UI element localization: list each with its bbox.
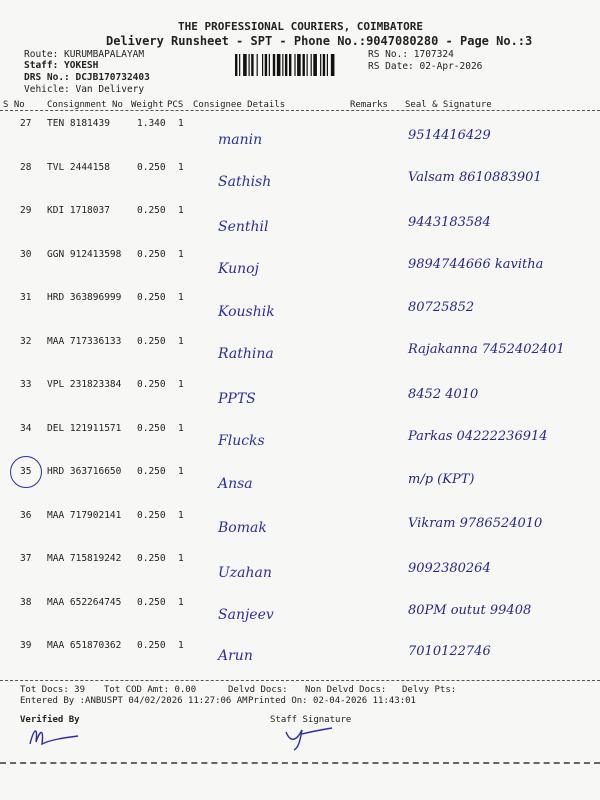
- barcode-bar: [257, 54, 258, 76]
- cell-weight: 0.250: [137, 509, 166, 521]
- consignee-handwriting: Sathish: [218, 173, 272, 190]
- table-row: [0, 112, 600, 156]
- drs-label: DRS No.: DCJB170732403: [24, 72, 150, 83]
- consignee-handwriting: manin: [218, 132, 263, 148]
- barcode-bar: [331, 54, 335, 76]
- seal-signature-handwriting: 9894744666 kavitha: [408, 256, 544, 272]
- staff-signature-label: Staff Signature: [270, 715, 352, 725]
- cell-weight: 0.250: [137, 161, 166, 173]
- col-consignee: Consignee Details: [193, 100, 286, 110]
- cell-consignment: MAA 652264745: [47, 596, 122, 608]
- rs-no-label: RS No.: 1707324: [368, 49, 454, 60]
- barcode-bar: [265, 54, 267, 76]
- barcode-bar: [323, 54, 325, 76]
- barcode-bar: [297, 54, 301, 76]
- rs-date-label: RS Date: 02-Apr-2026: [368, 61, 483, 72]
- table-row: [0, 504, 600, 548]
- barcode-bar: [251, 54, 253, 76]
- barcode-bar: [320, 54, 321, 76]
- consignee-handwriting: Arun: [218, 648, 253, 664]
- seal-signature-handwriting: 9514416429: [408, 128, 491, 143]
- cell-sno: 38: [20, 596, 32, 608]
- barcode-image: [235, 54, 363, 76]
- seal-signature-handwriting: 7010122746: [408, 644, 491, 659]
- table-row: [0, 547, 600, 591]
- cell-sno: 35: [20, 466, 32, 477]
- barcode-bar: [303, 54, 305, 76]
- cell-consignment: KDI 1718037: [47, 205, 110, 216]
- cell-weight: 0.250: [137, 466, 166, 477]
- delvd-docs: Delvd Docs:: [228, 685, 288, 695]
- barcode-bar: [239, 54, 240, 76]
- seal-signature-handwriting: Rajakanna 7452402401: [408, 341, 565, 357]
- tot-docs: Tot Docs: 39: [20, 685, 86, 695]
- cell-consignment: VPL 231823384: [47, 379, 122, 390]
- cell-consignment: MAA 717336133: [47, 335, 122, 347]
- company-name: THE PROFESSIONAL COURIERS, COIMBATORE: [178, 20, 424, 33]
- cell-consignment: MAA 717902141: [47, 509, 122, 521]
- cell-pcs: 1: [178, 292, 184, 303]
- cell-pcs: 1: [178, 205, 184, 216]
- cell-sno: 32: [20, 335, 32, 347]
- cell-consignment: GGN 912413598: [47, 248, 122, 260]
- seal-signature-handwriting: m/p (KPT): [408, 472, 475, 487]
- header-divider: [0, 110, 600, 111]
- staff-label: Staff: YOKESH: [24, 60, 99, 71]
- table-row: [0, 286, 600, 330]
- cell-pcs: 1: [178, 596, 184, 608]
- cell-pcs: 1: [178, 422, 184, 434]
- cell-weight: 0.250: [137, 292, 166, 303]
- seal-signature-handwriting: 8452 4010: [408, 387, 479, 402]
- cell-consignment: TEN 8181439: [47, 118, 110, 129]
- cell-sno: 31: [20, 292, 32, 303]
- runsheet-title: Delivery Runsheet - SPT - Phone No.:9047080280 - Page No.:3: [106, 34, 533, 48]
- consignee-handwriting: Koushik: [218, 304, 275, 320]
- cell-pcs: 1: [178, 161, 184, 173]
- cell-sno: 37: [20, 553, 32, 564]
- barcode-bar: [282, 54, 283, 76]
- consignee-handwriting: PPTS: [218, 391, 256, 407]
- table-row: [0, 330, 600, 374]
- cell-weight: 0.250: [137, 596, 166, 608]
- cell-sno: 33: [20, 379, 32, 390]
- cell-sno: 27: [20, 118, 32, 129]
- tot-cod: Tot COD Amt: 0.00: [104, 685, 197, 695]
- seal-signature-handwriting: 9443183584: [408, 215, 491, 230]
- barcode-bar: [243, 54, 247, 76]
- consignee-handwriting: Sanjeev: [218, 606, 274, 623]
- table-row: [0, 417, 600, 461]
- barcode-bar: [313, 54, 317, 76]
- barcode-bar: [307, 54, 308, 76]
- cell-consignment: DEL 121911571: [47, 422, 122, 434]
- consignee-handwriting: Senthil: [218, 219, 269, 235]
- col-remarks: Remarks: [350, 100, 388, 110]
- cell-pcs: 1: [178, 509, 184, 521]
- seal-signature-handwriting: 9092380264: [408, 561, 491, 576]
- tear-line: [0, 762, 600, 764]
- col-seal: Seal & Signature: [405, 100, 492, 110]
- cell-pcs: 1: [178, 118, 184, 129]
- cell-consignment: HRD 363896999: [47, 292, 122, 303]
- seal-signature-handwriting: 80PM outut 99408: [408, 602, 532, 618]
- cell-pcs: 1: [178, 379, 184, 390]
- cell-pcs: 1: [178, 335, 184, 347]
- seal-signature-handwriting: 80725852: [408, 300, 475, 315]
- vehicle-label: Vehicle: Van Delivery: [24, 84, 145, 95]
- cell-sno: 34: [20, 422, 32, 434]
- barcode-bar: [327, 54, 328, 76]
- verified-by-label: Verified By: [20, 715, 80, 725]
- cell-consignment: MAA 715819242: [47, 553, 122, 564]
- barcode-bar: [249, 54, 250, 76]
- printed-on: Printed On: 02-04-2026 11:43:01: [248, 696, 416, 706]
- consignee-handwriting: Bomak: [218, 519, 267, 536]
- seal-signature-handwriting: Vikram 9786524010: [408, 515, 543, 531]
- barcode-bar: [235, 54, 237, 76]
- table-row: [0, 373, 600, 417]
- cell-consignment: HRD 363716650: [47, 466, 122, 477]
- barcode-bar: [277, 54, 281, 76]
- cell-consignment: MAA 651870362: [47, 640, 122, 651]
- cell-sno: 39: [20, 640, 32, 651]
- table-row: [0, 199, 600, 243]
- consignee-handwriting: Uzahan: [218, 565, 272, 581]
- table-row: [0, 460, 600, 504]
- col-weight: Weight: [131, 100, 164, 110]
- cell-pcs: 1: [178, 553, 184, 564]
- cell-pcs: 1: [178, 248, 184, 260]
- circle-mark: [10, 456, 42, 488]
- consignee-handwriting: Flucks: [218, 432, 265, 449]
- table-row: [0, 591, 600, 635]
- cell-pcs: 1: [178, 466, 184, 477]
- col-sno: S No: [3, 100, 25, 110]
- staff-signature: [280, 722, 340, 752]
- col-consignment: Consignment No: [47, 100, 123, 110]
- cell-weight: 0.250: [137, 553, 166, 564]
- table-row: [0, 156, 600, 200]
- entered-by: Entered By :ANBUSPT 04/02/2026 11:27:06 AM: [20, 696, 248, 706]
- delvy-pts: Delvy Pts:: [402, 685, 457, 695]
- table-row: [0, 634, 600, 678]
- cell-weight: 0.250: [137, 379, 166, 390]
- consignee-handwriting: Kunoj: [218, 260, 259, 277]
- cell-sno: 36: [20, 509, 32, 521]
- route-label: Route: KURUMBAPALAYAM: [24, 49, 145, 60]
- cell-weight: 1.340: [137, 118, 166, 129]
- table-row: [0, 243, 600, 287]
- cell-weight: 0.250: [137, 248, 166, 260]
- barcode-bar: [262, 54, 263, 76]
- barcode-bar: [269, 54, 270, 76]
- non-delvd-docs: Non Delvd Docs:: [305, 685, 387, 695]
- consignee-handwriting: Rathina: [218, 345, 274, 362]
- seal-signature-handwriting: Parkas 04222236914: [408, 428, 548, 444]
- consignee-handwriting: Ansa: [218, 476, 253, 492]
- cell-weight: 0.250: [137, 422, 166, 434]
- cell-weight: 0.250: [137, 205, 166, 216]
- cell-sno: 29: [20, 205, 32, 216]
- cell-sno: 28: [20, 161, 32, 173]
- cell-weight: 0.250: [137, 640, 166, 651]
- barcode-bar: [311, 54, 312, 76]
- barcode-bar: [273, 54, 275, 76]
- cell-sno: 30: [20, 248, 32, 260]
- col-pcs: PCS: [167, 100, 184, 110]
- cell-pcs: 1: [178, 640, 184, 651]
- seal-signature-handwriting: Valsam 8610883901: [408, 169, 542, 185]
- barcode-bar: [285, 54, 287, 76]
- cell-weight: 0.250: [137, 335, 166, 347]
- footer-divider: [0, 680, 600, 681]
- barcode-bar: [294, 54, 295, 76]
- barcode-bar: [289, 54, 291, 76]
- verified-signature: [26, 722, 86, 752]
- cell-consignment: TVL 2444158: [47, 161, 110, 173]
